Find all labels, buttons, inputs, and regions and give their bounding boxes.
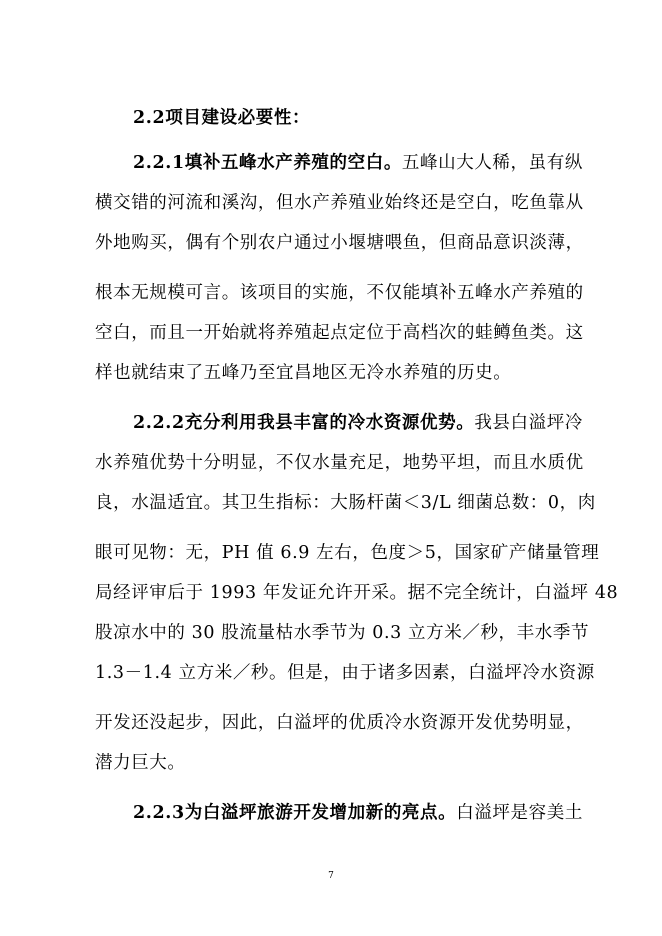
paragraph-line: 根本无规模可言。该项目的实施，不仅能填补五峰水产养殖的 xyxy=(95,283,584,303)
paragraph-line xyxy=(133,803,583,823)
paragraph-text: 五峰山大人稀，虽有纵 xyxy=(401,153,583,173)
paragraph-line xyxy=(133,413,583,433)
paragraph-title: 2.2.1填补五峰水产养殖的空白。 xyxy=(133,153,402,173)
paragraph-line: 潜力巨大。 xyxy=(95,753,186,773)
paragraph-line: 眼可见物：无，PH 值 6.9 左右，色度＞5，国家矿产储量管理 xyxy=(95,543,600,563)
section-heading: 2.2项目建设必要性： xyxy=(133,108,311,128)
paragraph-line: 良，水温适宜。其卫生指标：大肠杆菌＜3/L 细菌总数：0，肉 xyxy=(95,493,596,513)
paragraph-line: 局经评审后于 1993 年发证允许开采。据不完全统计，白溢坪 48 xyxy=(95,583,619,603)
page-number: 7 xyxy=(328,871,334,881)
paragraph-line: 开发还没起步，因此，白溢坪的优质冷水资源开发优势明显， xyxy=(95,713,584,733)
paragraph-line: 股凉水中的 30 股流量枯水季节为 0.3 立方米／秒，丰水季节 xyxy=(95,623,590,643)
paragraph-line: 1.3－1.4 立方米／秒。但是，由于诸多因素，白溢坪冷水资源 xyxy=(95,663,595,683)
paragraph-line: 外地购买，偶有个别农户通过小堰塘喂鱼，但商品意识淡薄， xyxy=(95,233,584,253)
paragraph-line xyxy=(133,153,583,173)
paragraph-text: 白溢坪是容美土 xyxy=(456,803,583,823)
paragraph-text: 我县白溢坪冷 xyxy=(474,413,583,433)
paragraph-line: 水养殖优势十分明显，不仅水量充足，地势平坦，而且水质优 xyxy=(95,453,584,473)
paragraph-line: 空白，而且一开始就将养殖起点定位于高档次的蛙鳟鱼类。这 xyxy=(95,323,584,343)
paragraph-line: 横交错的河流和溪沟，但水产养殖业始终还是空白，吃鱼靠从 xyxy=(95,193,584,213)
paragraph-title: 2.2.2充分利用我县丰富的冷水资源优势。 xyxy=(133,413,475,433)
paragraph-line: 样也就结束了五峰乃至宜昌地区无冷水养殖的历史。 xyxy=(95,363,512,383)
paragraph-title: 2.2.3为白溢坪旅游开发增加新的亮点。 xyxy=(133,803,457,823)
